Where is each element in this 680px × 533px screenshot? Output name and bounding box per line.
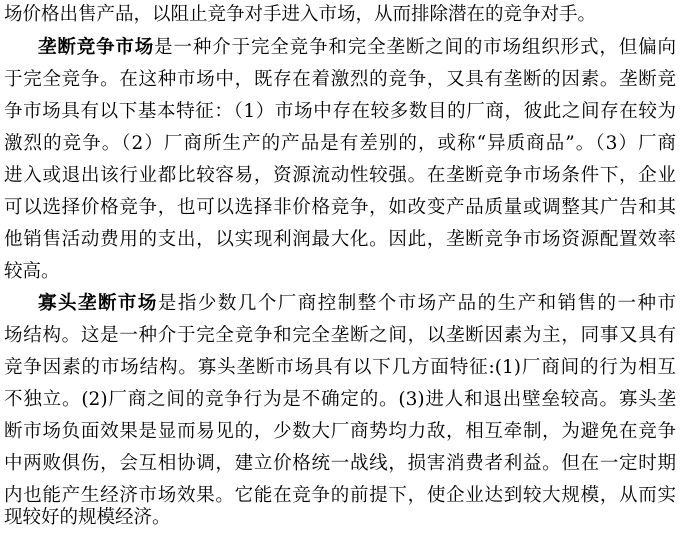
text-line: 激烈的竞争。（2）厂商所生产的产品是有差别的，或称“异质商品”。（3）厂商	[4, 133, 676, 154]
text-line: 较高。	[4, 261, 60, 282]
text-line: 断市场负面效果是显而易见的，少数大厂商势均力敌，相互牵制，为避免在竞争	[4, 421, 676, 442]
paragraph-monopolistic-competition-start: 垄断竞争市场是一种介于完全竞争和完全垄断之间的市场组织形式，但偏向	[38, 37, 676, 58]
text-line: 不独立。(2)厂商之间的竞争行为是不确定的。(3)进人和退出壁垒较高。寡头垄	[4, 389, 676, 410]
text-line: 进入或退出该行业都比较容易，资源流动性较强。在垄断竞争市场条件下，企业	[4, 165, 676, 186]
paragraph-oligopoly-start: 寡头垄断市场是指少数几个厂商控制整个市场产品的生产和销售的一种市	[38, 293, 676, 314]
text-line: 竞争因素的市场结构。寡头垄断市场具有以下几方面特征:(1)厂商间的行为相互	[4, 357, 676, 378]
text-line: 中两败俱伤，会互相协调，建立价格统一战线，损害消费者利益。但在一定时期	[4, 453, 676, 474]
text-line: 可以选择价格竞争，也可以选择非价格竞争，如改变产品质量或调整其广告和其	[4, 197, 676, 218]
text-line: 现较好的规模经济。	[4, 507, 171, 528]
text-line: 内也能产生经济市场效果。它能在竞争的前提下，使企业达到较大规模，从而实	[4, 485, 676, 506]
text-line: 他销售活动费用的支出，以实现利润最大化。因此，垄断竞争市场资源配置效率	[4, 229, 676, 250]
text-line: 场结构。这是一种介于完全竞争和完全垄断之间，以垄断因素为主，同事又具有	[4, 325, 676, 346]
text-line: 场价格出售产品，以阻止竞争对手进入市场，从而排除潜在的竞争对手。	[4, 4, 597, 25]
text-line: 于完全竞争。在这种市场中，既存在着激烈的竞争，又具有垄断的因素。垄断竞	[4, 69, 676, 90]
text-line: 争市场具有以下基本特征：（1）市场中存在较多数目的厂商，彼此之间存在较为	[4, 101, 676, 122]
term-oligopoly: 寡头垄断市场	[38, 293, 158, 314]
term-monopolistic-competition: 垄断竞争市场	[38, 37, 155, 58]
